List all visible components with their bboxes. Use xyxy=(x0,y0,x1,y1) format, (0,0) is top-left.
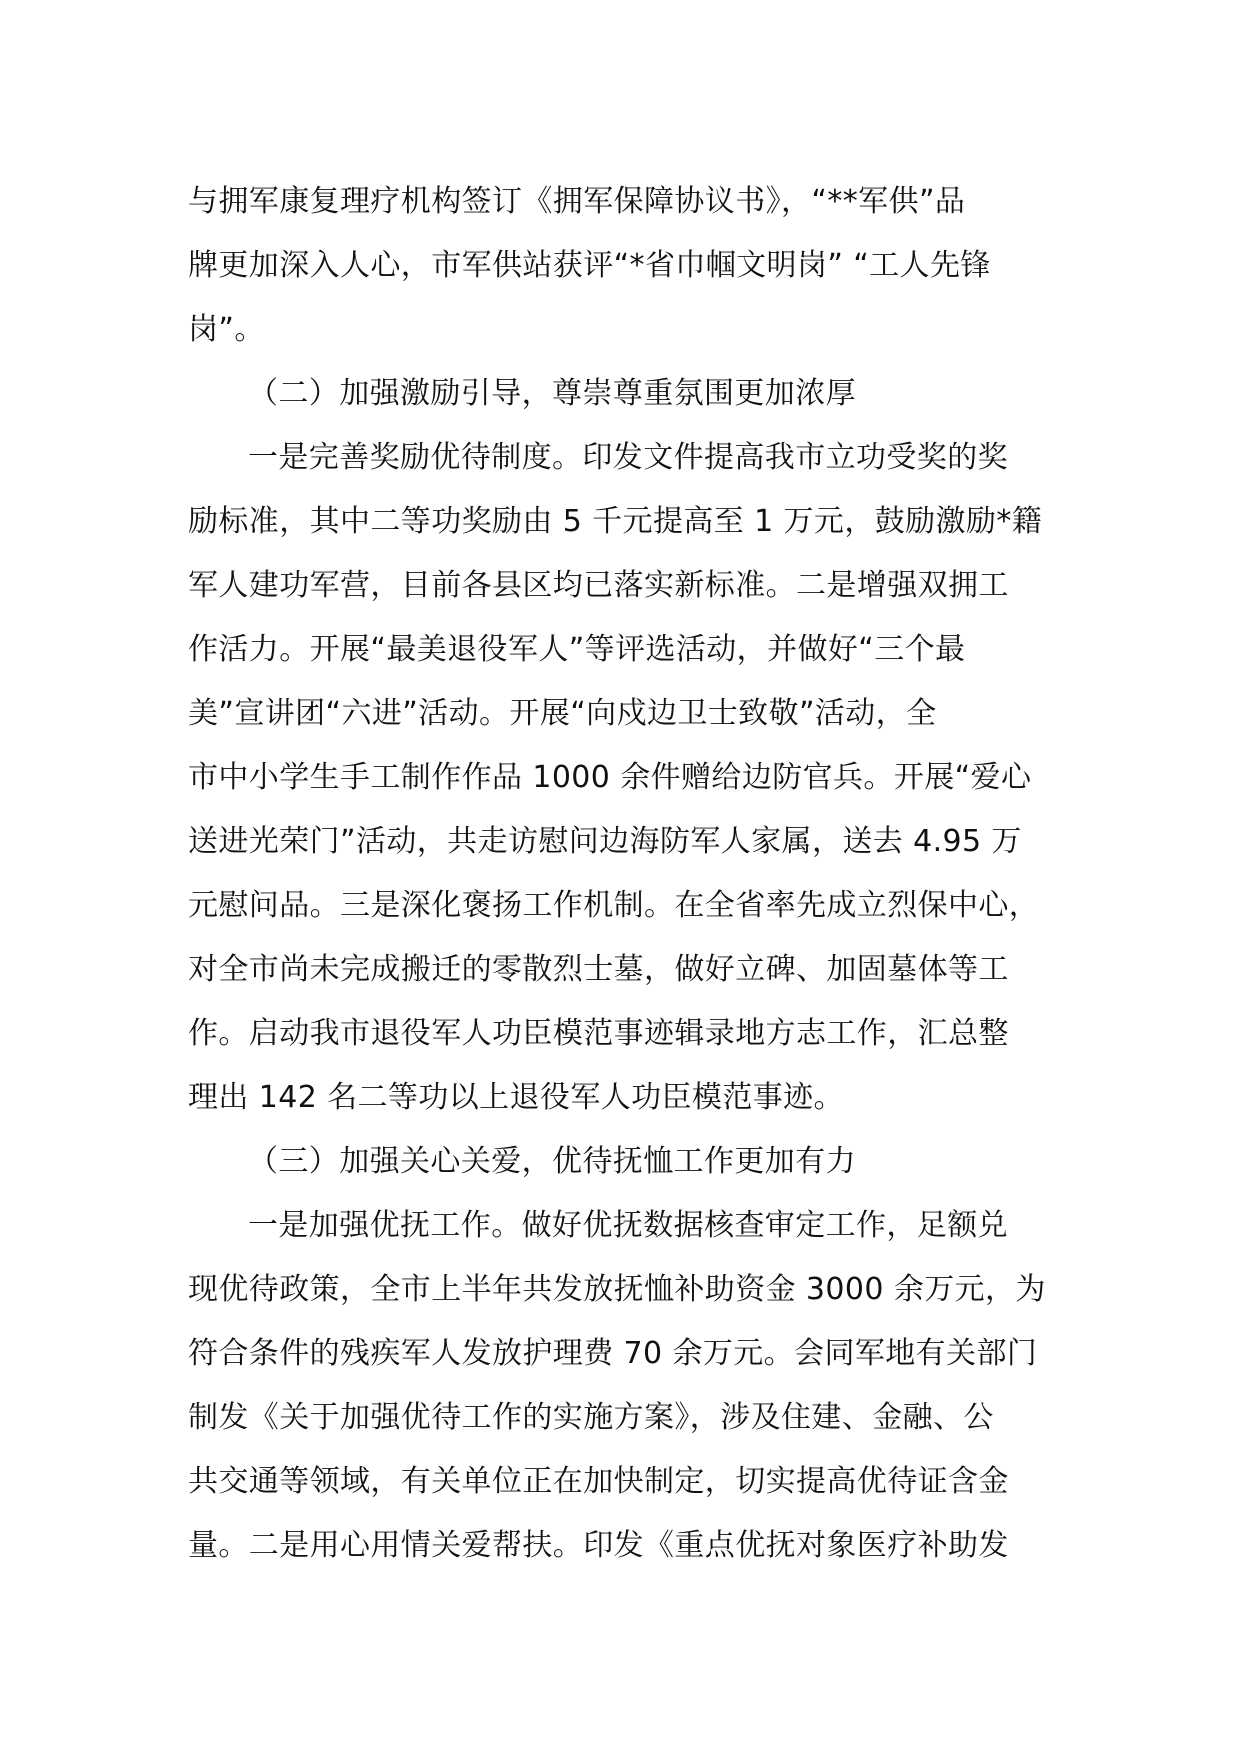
text-line: 作。启动我市退役军人功臣模范事迹辑录地方志工作，汇总整 xyxy=(188,1016,1009,1051)
text-line: 岗”。 xyxy=(188,312,265,347)
text-line: 励标准，其中二等功奖励由 5 千元提高至 1 万元，鼓励激励*籍 xyxy=(188,504,1043,539)
text-line: 现优待政策，全市上半年共发放抚恤补助资金 3000 余万元，为 xyxy=(188,1272,1046,1307)
text-line: 送进光荣门”活动，共走访慰问边海防军人家属，送去 4.95 万 xyxy=(188,824,1022,859)
text-line: 美”宣讲团“六进”活动。开展“向戍边卫士致敬”活动，全 xyxy=(188,696,937,731)
text-line: 军人建功军营，目前各县区均已落实新标准。二是增强双拥工 xyxy=(188,568,1009,603)
text-line: 量。二是用心用情关爱帮扶。印发《重点优抚对象医疗补助发 xyxy=(188,1528,1009,1563)
text-line: 共交通等领域，有关单位正在加快制定，切实提高优待证含金 xyxy=(188,1464,1009,1499)
text-line: 作活力。开展“最美退役军人”等评选活动，并做好“三个最 xyxy=(188,632,966,667)
text-line: 元慰问品。三是深化褒扬工作机制。在全省率先成立烈保中心， xyxy=(188,888,1040,923)
section-heading: （二）加强激励引导，尊崇尊重氛围更加浓厚 xyxy=(248,376,856,411)
text-line: 对全市尚未完成搬迁的零散烈士墓，做好立碑、加固墓体等工 xyxy=(188,952,1009,987)
section-heading: （三）加强关心关爱，优待抚恤工作更加有力 xyxy=(248,1144,856,1179)
document-body xyxy=(188,170,1088,1578)
text-line: 一是加强优抚工作。做好优抚数据核查审定工作，足额兑 xyxy=(248,1208,1008,1243)
text-line: 一是完善奖励优待制度。印发文件提高我市立功受奖的奖 xyxy=(248,440,1008,475)
text-line: 符合条件的残疾军人发放护理费 70 余万元。会同军地有关部门 xyxy=(188,1336,1038,1371)
text-line: 理出 142 名二等功以上退役军人功臣模范事迹。 xyxy=(188,1080,844,1115)
text-line: 牌更加深入人心，市军供站获评“*省巾帼文明岗” “工人先锋 xyxy=(188,248,991,283)
text-line: 与拥军康复理疗机构签订《拥军保障协议书》，“**军供”品 xyxy=(188,184,966,219)
text-line: 市中小学生手工制作作品 1000 余件赠给边防官兵。开展“爱心 xyxy=(188,760,1032,795)
text-line: 制发《关于加强优待工作的实施方案》，涉及住建、金融、公 xyxy=(188,1400,994,1435)
